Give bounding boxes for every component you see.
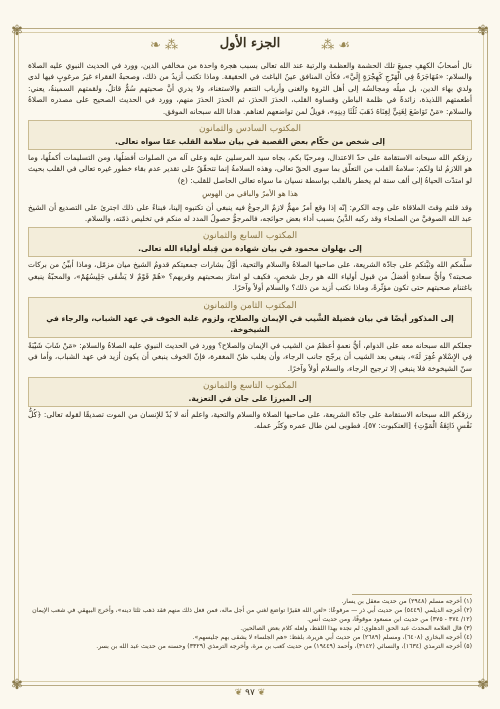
page-number-ornament: ❦ [254,688,266,698]
page-number-ornament: ❦ [234,688,246,698]
section-subtitle: إلى شخص من حكّام بعض القصبة في بيان سلامة القلب عمّا سواه تعالى. [115,137,385,147]
footnote: (٢) أخرجه الديلمي (٥٤٤٩) من حديث أبي ذر — مرفوعًا: «لعن الله فقيرًا تواضع لغني من أجل ماله، فمن فعل ذلك منهم فقد ذهب ثلثا دينه»، وأخرج البيهقي في شعب الإيمان (١٢/ ٣٧٤ - ٣٧٥) من حديث ابن مسعود موقوفًا، ومن حديث أنس. [32,607,472,623]
footnotes [28,594,472,651]
page-header-title: الجزء الأول [219,36,281,51]
paragraph: وقد قلتم وقتَ الملاقاة على وجه الكرم: إنّه إذا وقع أمرٌ مهمٌّ لازمٌ الرجوعُ فيه ينبغي أن تكتبوه إلينا، فبناءً على ذلك اجترئ على التصديع أن الشيخ عبد الله الصوفيَّ من الصلحاء وقد ركبه الدَّينُ بسبب أداء بعض حوائجه، فالمرجوُّ حصولُ المدد له منكم في تخليص ذمّته، والسلام. [28,202,472,224]
section-subtitle: إلى الميرزا على جان في التعزية. [188,393,312,403]
paragraph: سلَّمكم الله وثبَّتكم على جادّة الشريعة، على صاحبها الصلاةُ والسلام والتحية، أوَّلُ بشارات جمعيتكم قدومُ الشيخ ميان مزمّل، وماذا أبيِّنُ من بركات صحبته؟ وأيُّ سعادةٍ أفضلُ من قبول أولياء الله هو رجل شخصٍ، فكيف لو امتاز بصحبتهم وقربهم؟ «هُمْ قَوْمٌ لا يَشْقَى جَلِيسُهُمْ»، والمحبّةُ ينبغي باغتنام صحبتهم حتى تكون مؤثّرةً، وماذا نكتب أزيد من ذلك؟ والسلام أولاً وآخرًا. [28,260,472,293]
footnote: (٣) قال العلامة المحدث عبد الحق الدهلوي: لم نجده بهذا اللفظ، ولعله كلام بعض الصالحين. [240,625,472,632]
footnote: (١) أخرجه مسلم (٢٩٤٨) من حديث معقل بن يسار. [341,598,472,605]
section-title: المكتوب السابع والثمانون [202,231,298,242]
corner-ornament: ✾ [11,23,23,39]
footnote-divider [352,594,472,595]
corner-ornament: ✾ [477,23,489,39]
main-text [28,60,472,434]
page-number-area [0,688,500,698]
verse-line: هذا هو الأمرُ والباقي من الهوسِ [202,189,298,199]
paragraph: جعلكم الله سبحانه معه على الدوام، أيُّ نعمةٍ أعظمُ من الشيب في الإيمان والصلاح؟ وورد في الحديث النبوي عليه الصلاةُ والسلام: «مَنْ شَابَ شَيْبَةً فِي الإِسْلامِ غُفِرَ لَهُ»، ينبغي بعد الشيب أن يرجّح جانب الرجاء، وأن يغلب ظنّ المغفرة، فإنّ الخوف ينبغي أن يكون أزيد في عهد الشباب، وأما في سنّ الشيخوخة فلا ينبغي إلا ترجيح الرجاء، والسلام أولاً وآخرًا. [28,340,472,373]
section-title: المكتوب الثامن والثمانون [203,300,297,311]
section-title: المكتوب السادس والثمانون [199,124,301,135]
paragraph: رزقكم الله سبحانه الاستقامة على جادّة الشريعة، على صاحبها الصلاة والسلام والتحية، واعلم أنه لا بُدّ للإنسان من الموت تصديقًا لقوله تعالى: ﴿كُلُّ نَفْسٍ ذَائِقَةُ الْمَوْتِ﴾ [العنكبوت: ٥٧]، فطوبى لمن طال عمره وكثُر عمله. [28,409,472,431]
section-subtitle: إلى بهلوان محمود في بيان شهادة من قِبله أولياء الله تعالى. [138,244,362,254]
page-number: ٩٧ [245,688,255,698]
intro-paragraph: نال أصحابُ الكهفِ جميعَ تلك الحشمة والعظمة والرتبة عند الله تعالى بسبب هجرة واحدة من مخالفي الدين، وورد في الحديث النبوي عليه الصلاة والسلام: «مُهَاجَرَةٌ فِي الْهَرْجِ كَهِجْرَةٍ إِلَيَّ»، فكأن المنافق عينُ الباغث في الحقيقة. وماذا تكتب أزيدُ من ذلك، وصحبةُ الفقراء غيرُ مرغوبٍ فيها لدى ولدي بهاء الدين، بل ميلُه ومجالسُه إلى أهل الثروة والغنى وأرباب التنعم والاستغناء، ولا يدري أنَّ صحبتهم سُمٌّ قاتلٌ، ولقمتهم السمينةُ، يعني: أطعمتهم اللذيذة، زائدةٌ في ظلمة الباطن وقساوة القلب، الحذرَ الحذرَ، ثم الحذرَ الحذرَ منهم، وورد في الحديث الصحيح على مصدره الصلاةُ والسلام: «مَنْ تَوَاضَعَ لِغَنِيٍّ لِغِنَاهُ ذَهَبَ ثُلُثَا دِينِهِ»، فويلٌ لمن تواضعهم لغناهم. هدانا الله سبحانه الموفق. [28,61,472,116]
corner-ornament: ✾ [477,677,489,693]
header-ornament-left: ❧ ⁂ [150,38,179,53]
corner-ornament: ✾ [11,677,23,693]
section-header-86 [28,120,472,150]
footnote: (٥) أخرجه الترمذي (١٦٣٤)، والنسائي (٣١٤٢)، وأحمد (١٩٤٤٩) من حديث كعب بن مرة، وأخرجه الترمذي (٣٣٢٩) وحسنه من حديث عبد الله بن بسر. [96,643,472,650]
section-header-88 [28,297,472,338]
header-ornament-right: ⁂ ☙ [321,38,350,53]
section-title: المكتوب التاسع والثمانون [202,380,298,391]
section-subtitle: إلى المذكور أيضًا في بيان فضيلة الشَّيب في الإيمان والصلاح، ولزوم غلبة الخوف في عهد الشباب، والرجاء في الشيخوخة. [46,313,454,334]
paragraph: رزقكم الله سبحانه الاستقامة على حدّ الاعتدال، ومرحبًا بكم، بجاه سيد المرسلين عليه وعلى آله من الصلوات أفضلُها، ومن التسليمات أكملُها، وما هو اللازمُ لنا ولكم: سلامةُ القلب من التعلّق بما سوى الحقّ تعالى، وهذه السلامةُ إنما تتحقّقُ على تقدير عدم بقاء خطور غيره تعالى في القلب بحيث لو امتدّت الحياةُ إلى ألف سنة لم يخطر بالقلب بواسطة نسيان ما سواه تعالى الحاصل للقلب: (ع) [28,153,472,185]
section-header-89 [28,377,472,407]
section-header-87 [28,227,472,257]
footnote: (٤) أخرجه البخاري (٦٤٠٨)، ومسلم (٢٦٨٩) من حديث أبي هريرة، بلفظ: «هم الجلساء لا يشقى بهم جليسهم». [192,634,472,641]
